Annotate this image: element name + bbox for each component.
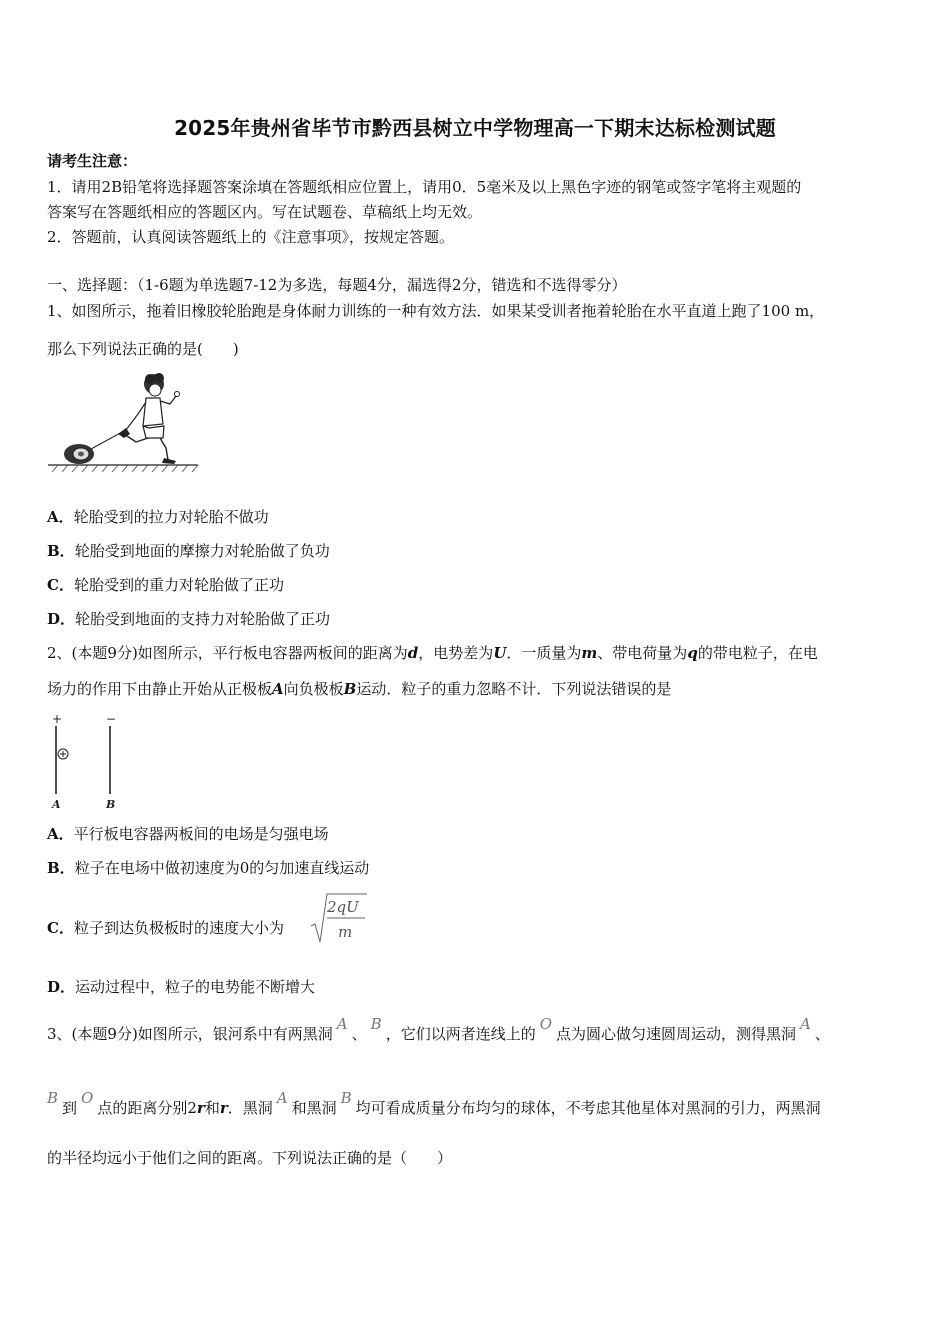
var-b: B bbox=[370, 1015, 382, 1033]
q2-stem-b: 场力的作用下由静止开始从正极板A向负极板B运动．粒子的重力忽略不计．下列说法错误的是 bbox=[47, 680, 672, 698]
q2-option-b[interactable]: B．粒子在电场中做初速度为0的匀加速直线运动 bbox=[47, 859, 370, 877]
notice-heading: 请考生注意： bbox=[47, 152, 138, 170]
q3-stem-a: 3、(本题9分)如图所示，银河系中有两黑洞A、B，它们以两者连线上的O点为圆心做匀速圆周运动，测得黑洞A、 bbox=[47, 1015, 830, 1043]
minus-sign: − bbox=[106, 712, 117, 726]
plus-sign: + bbox=[52, 712, 63, 726]
var-b: B bbox=[340, 1089, 352, 1107]
var-a: A bbox=[276, 1089, 288, 1107]
formula-numerator: 2qU bbox=[327, 898, 359, 916]
notice-item-1a: 1．请用2B铅笔将选择题答案涂填在答题纸相应位置上，请用0．5毫米及以上黑色字迹的钢笔或签字笔将主观题的 bbox=[47, 178, 802, 196]
var-o: O bbox=[539, 1015, 553, 1033]
plate-a-label: A bbox=[52, 798, 61, 811]
var-a: A bbox=[800, 1015, 811, 1033]
q3-stem-c: 的半径均远小于他们之间的距离。下列说法正确的是（ ） bbox=[47, 1149, 453, 1167]
var-o: O bbox=[81, 1089, 94, 1107]
var-a: A bbox=[336, 1015, 348, 1033]
notice-item-1b: 答案写在答题纸相应的答题区内。写在试题卷、草稿纸上均无效。 bbox=[47, 203, 483, 221]
q2-option-a[interactable]: A．平行板电容器两板间的电场是匀强电场 bbox=[47, 825, 329, 843]
page-title: 2025年贵州省毕节市黔西县树立中学物理高一下期末达标检测试题 bbox=[174, 116, 776, 140]
q1-stem-b: 那么下列说法正确的是( ) bbox=[47, 340, 239, 358]
notice-item-2: 2．答题前，认真阅读答题纸上的《注意事项》，按规定答题。 bbox=[47, 228, 455, 246]
q1-option-c[interactable]: C．轮胎受到的重力对轮胎做了正功 bbox=[47, 576, 284, 594]
formula-denominator: m bbox=[338, 923, 353, 941]
q1-option-a[interactable]: A．轮胎受到的拉力对轮胎不做功 bbox=[47, 508, 269, 526]
q2-stem-a: 2、(本题9分)如图所示，平行板电容器两板间的距离为d，电势差为U．一质量为m、带电荷量为q的带电粒子，在电 bbox=[47, 644, 818, 662]
velocity-formula bbox=[309, 892, 369, 946]
q2-option-c[interactable]: C．粒子到达负极板时的速度大小为 bbox=[47, 919, 284, 937]
section-heading: 一、选择题：（1-6题为单选题7-12为多选，每题4分，漏选得2分，错选和不选得零分） bbox=[47, 276, 627, 294]
q1-option-d[interactable]: D．轮胎受到地面的支持力对轮胎做了正功 bbox=[47, 610, 331, 628]
tire-runner-figure bbox=[46, 368, 206, 472]
q2-option-d[interactable]: D．运动过程中，粒子的电势能不断增大 bbox=[47, 978, 316, 996]
q1-stem-a: 1、如图所示，拖着旧橡胶轮胎跑是身体耐力训练的一种有效方法．如果某受训者拖着轮胎在水平直道上跑了100 m， bbox=[47, 302, 825, 320]
plate-b-label: B bbox=[106, 798, 116, 811]
q1-option-b[interactable]: B．轮胎受到地面的摩擦力对轮胎做了负功 bbox=[47, 542, 330, 560]
capacitor-figure bbox=[46, 712, 126, 812]
var-b: B bbox=[47, 1089, 59, 1107]
q3-stem-b: B到O点的距离分别2r和r．黑洞A和黑洞B均可看成质量分布均匀的球体，不考虑其他星体对黑洞的引力，两黑洞 bbox=[47, 1089, 821, 1117]
